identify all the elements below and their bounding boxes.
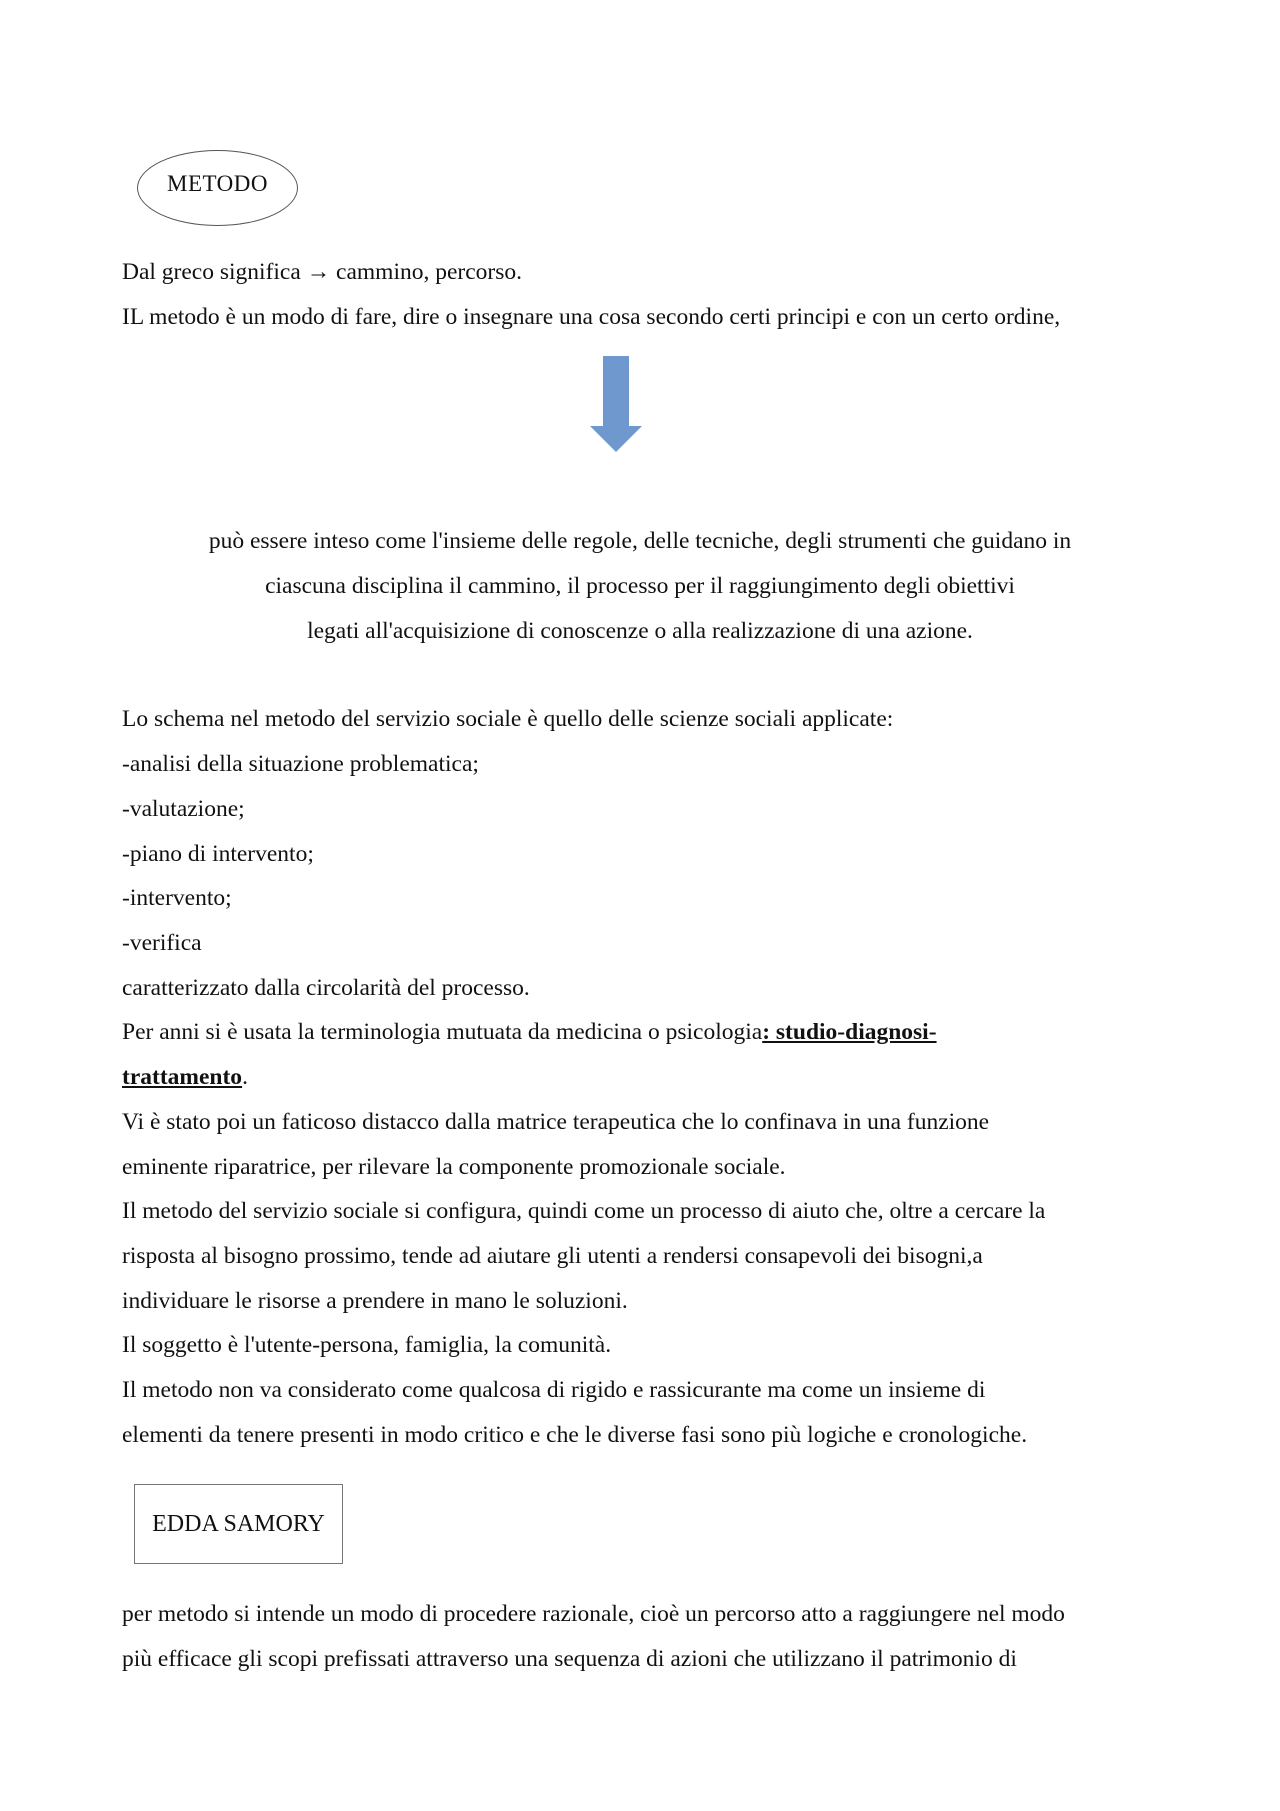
- schema-step: -valutazione;: [122, 796, 245, 822]
- body-line: individuare le risorse a prendere in mano le soluzioni.: [122, 1288, 628, 1314]
- centered-line-1: può essere inteso come l'insieme delle regole, delle tecniche, degli strumenti che guidano in: [208, 528, 1072, 554]
- author-box-label: EDDA SAMORY: [152, 1510, 325, 1537]
- terminology-suffix: .: [242, 1064, 248, 1090]
- body-line: Il metodo del servizio sociale si configura, quindi come un processo di aiuto che, oltre a cercare la: [122, 1198, 1046, 1224]
- closing-line-2: più efficace gli scopi prefissati attraverso una sequenza di azioni che utilizzano il patrimonio di: [122, 1646, 1017, 1672]
- body-line: Il soggetto è l'utente-persona, famiglia, la comunità.: [122, 1332, 612, 1358]
- schema-step: -intervento;: [122, 885, 232, 911]
- down-arrow-icon: [590, 356, 642, 452]
- schema-lead: Lo schema nel metodo del servizio sociale è quello delle scienze sociali applicate:: [122, 706, 894, 732]
- schema-tail: caratterizzato dalla circolarità del processo.: [122, 975, 530, 1001]
- closing-line-1: per metodo si intende un modo di procedere razionale, cioè un percorso atto a raggiungere nel modo: [122, 1601, 1065, 1627]
- intro-line-2: IL metodo è un modo di fare, dire o insegnare una cosa secondo certi principi e con un certo ordine,: [122, 304, 1061, 330]
- terminology-prefix: Per anni si è usata la terminologia mutuata da medicina o psicologia: [122, 1019, 763, 1045]
- body-line: eminente riparatrice, per rilevare la componente promozionale sociale.: [122, 1154, 786, 1180]
- body-line: elementi da tenere presenti in modo critico e che le diverse fasi sono più logiche e cronologiche.: [122, 1422, 1028, 1448]
- terminology-line-1: [122, 1010, 937, 1055]
- title-oval-label: METODO: [167, 171, 268, 196]
- schema-step: -verifica: [122, 930, 202, 956]
- schema-step: -piano di intervento;: [122, 841, 314, 867]
- terminology-emphasis: : studio-diagnosi-: [762, 1019, 937, 1045]
- schema-step: -analisi della situazione problematica;: [122, 751, 479, 777]
- terminology-emphasis: trattamento: [122, 1064, 243, 1090]
- centered-line-3: legati all'acquisizione di conoscenze o alla realizzazione di una azione.: [307, 618, 973, 644]
- centered-line-2: ciascuna disciplina il cammino, il processo per il raggiungimento degli obiettivi: [265, 573, 1015, 599]
- intro-line-1: Dal greco significa → cammino, percorso.: [122, 259, 523, 285]
- title-oval: [137, 150, 298, 226]
- author-box: [134, 1484, 343, 1564]
- body-line: risposta al bisogno prossimo, tende ad aiutare gli utenti a rendersi consapevoli dei bisogni,a: [122, 1243, 983, 1269]
- terminology-line-2: [122, 1055, 248, 1100]
- body-line: Il metodo non va considerato come qualcosa di rigido e rassicurante ma come un insieme di: [122, 1377, 986, 1403]
- body-line: Vi è stato poi un faticoso distacco dalla matrice terapeutica che lo confinava in una funzione: [122, 1109, 990, 1135]
